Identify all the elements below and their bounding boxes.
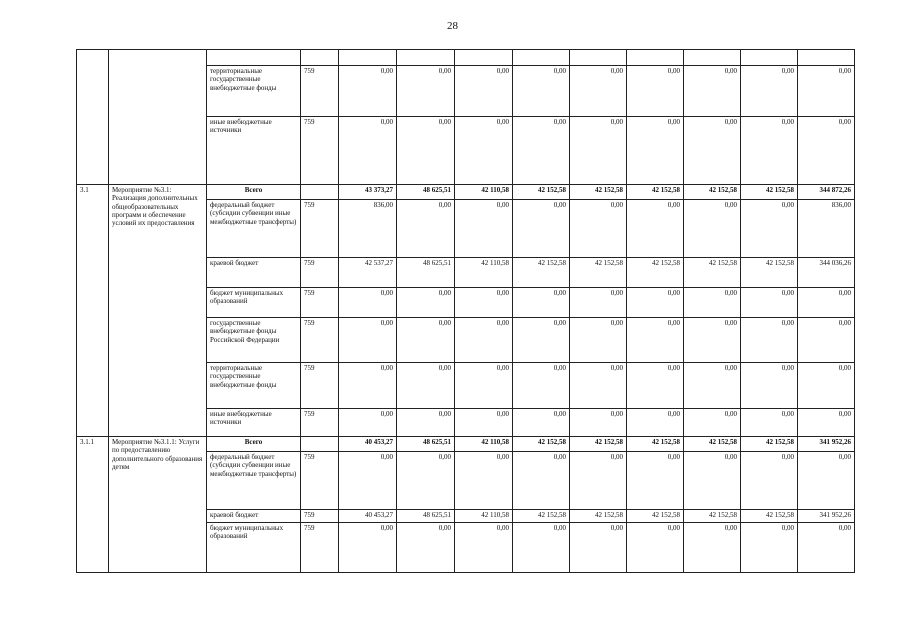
amount-cell: 0,00 bbox=[513, 66, 570, 117]
amount-cell: 42 110,58 bbox=[455, 510, 513, 523]
amount-cell: 0,00 bbox=[513, 363, 570, 409]
amount-cell: 0,00 bbox=[513, 117, 570, 185]
amount-cell: 42 152,58 bbox=[741, 510, 798, 523]
funding-source-cell: территориальные государственные внебюджетные фонды bbox=[207, 363, 301, 409]
amount-cell: 42 110,58 bbox=[455, 258, 513, 288]
activity-number-cell: 3.1.1 bbox=[77, 437, 109, 573]
amount-cell: 0,00 bbox=[397, 523, 455, 573]
amount-cell: 42 537,27 bbox=[339, 258, 397, 288]
amount-cell: 0,00 bbox=[627, 200, 684, 258]
amount-cell bbox=[513, 50, 570, 66]
activity-number-cell bbox=[77, 50, 109, 185]
amount-cell: 0,00 bbox=[339, 117, 397, 185]
amount-cell: 0,00 bbox=[570, 117, 627, 185]
activity-name-cell: Мероприятие №3.1.1: Услуги по предоставлению дополнительного образования детям bbox=[109, 437, 207, 573]
amount-cell: 0,00 bbox=[455, 409, 513, 437]
code-cell: 759 bbox=[301, 510, 339, 523]
amount-cell: 0,00 bbox=[741, 363, 798, 409]
amount-cell: 0,00 bbox=[570, 452, 627, 510]
amount-cell: 0,00 bbox=[741, 66, 798, 117]
amount-cell: 42 152,58 bbox=[627, 185, 684, 200]
amount-cell: 0,00 bbox=[627, 117, 684, 185]
amount-cell: 0,00 bbox=[627, 409, 684, 437]
table-row bbox=[77, 50, 855, 66]
amount-cell: 0,00 bbox=[397, 117, 455, 185]
amount-cell: 0,00 bbox=[627, 452, 684, 510]
amount-cell: 0,00 bbox=[684, 363, 741, 409]
amount-cell: 42 152,58 bbox=[513, 510, 570, 523]
amount-cell: 0,00 bbox=[339, 409, 397, 437]
amount-cell: 836,00 bbox=[798, 200, 855, 258]
amount-cell: 0,00 bbox=[741, 409, 798, 437]
amount-cell: 0,00 bbox=[455, 117, 513, 185]
amount-cell: 42 152,58 bbox=[513, 258, 570, 288]
amount-cell: 0,00 bbox=[397, 288, 455, 318]
amount-cell: 0,00 bbox=[684, 523, 741, 573]
amount-cell: 42 152,58 bbox=[513, 185, 570, 200]
code-cell: 759 bbox=[301, 66, 339, 117]
funding-source-cell: федеральный бюджет (субсидии субвенции иные межбюджетные трансферты) bbox=[207, 200, 301, 258]
amount-cell: 42 152,58 bbox=[684, 185, 741, 200]
amount-cell: 42 152,58 bbox=[741, 258, 798, 288]
amount-cell: 42 152,58 bbox=[684, 258, 741, 288]
amount-cell: 40 453,27 bbox=[339, 510, 397, 523]
amount-cell: 0,00 bbox=[684, 288, 741, 318]
activity-name-cell: Мероприятие №3.1: Реализация дополнительных общеобразовательных программ и обеспечение условий их предоставления bbox=[109, 185, 207, 437]
amount-cell: 42 152,58 bbox=[627, 437, 684, 452]
amount-cell: 0,00 bbox=[741, 318, 798, 363]
amount-cell: 0,00 bbox=[339, 363, 397, 409]
amount-cell: 0,00 bbox=[397, 452, 455, 510]
amount-cell: 0,00 bbox=[339, 318, 397, 363]
funding-source-cell: бюджет муниципальных образований bbox=[207, 523, 301, 573]
amount-cell: 42 152,58 bbox=[570, 258, 627, 288]
amount-cell: 40 453,27 bbox=[339, 437, 397, 452]
amount-cell: 0,00 bbox=[798, 523, 855, 573]
amount-cell: 0,00 bbox=[570, 363, 627, 409]
amount-cell: 48 625,51 bbox=[397, 510, 455, 523]
budget-table bbox=[76, 49, 855, 573]
amount-cell: 344 036,26 bbox=[798, 258, 855, 288]
amount-cell: 48 625,51 bbox=[397, 258, 455, 288]
amount-cell: 42 152,58 bbox=[741, 185, 798, 200]
amount-cell bbox=[741, 50, 798, 66]
amount-cell: 0,00 bbox=[455, 452, 513, 510]
amount-cell: 42 152,58 bbox=[570, 510, 627, 523]
amount-cell: 42 152,58 bbox=[570, 185, 627, 200]
amount-cell bbox=[339, 50, 397, 66]
amount-cell: 0,00 bbox=[570, 318, 627, 363]
amount-cell: 0,00 bbox=[339, 452, 397, 510]
amount-cell: 48 625,51 bbox=[397, 185, 455, 200]
amount-cell: 0,00 bbox=[397, 200, 455, 258]
amount-cell: 0,00 bbox=[627, 288, 684, 318]
amount-cell: 0,00 bbox=[513, 288, 570, 318]
amount-cell: 0,00 bbox=[570, 66, 627, 117]
table-row bbox=[77, 185, 855, 200]
amount-cell: 0,00 bbox=[513, 452, 570, 510]
amount-cell: 0,00 bbox=[455, 318, 513, 363]
amount-cell: 341 952,26 bbox=[798, 437, 855, 452]
funding-source-cell: государственные внебюджетные фонды Российской Федерации bbox=[207, 318, 301, 363]
funding-source-cell bbox=[207, 50, 301, 66]
amount-cell: 42 152,58 bbox=[513, 437, 570, 452]
amount-cell: 0,00 bbox=[570, 200, 627, 258]
funding-source-cell: краевой бюджет bbox=[207, 510, 301, 523]
funding-source-cell: краевой бюджет bbox=[207, 258, 301, 288]
amount-cell: 0,00 bbox=[741, 452, 798, 510]
amount-cell: 42 152,58 bbox=[741, 437, 798, 452]
amount-cell: 42 110,58 bbox=[455, 185, 513, 200]
page-number: 28 bbox=[447, 20, 458, 32]
amount-cell: 42 110,58 bbox=[455, 437, 513, 452]
code-cell: 759 bbox=[301, 452, 339, 510]
amount-cell: 0,00 bbox=[684, 452, 741, 510]
amount-cell: 0,00 bbox=[513, 318, 570, 363]
amount-cell: 0,00 bbox=[741, 288, 798, 318]
amount-cell: 0,00 bbox=[627, 363, 684, 409]
amount-cell: 0,00 bbox=[741, 523, 798, 573]
amount-cell: 0,00 bbox=[627, 318, 684, 363]
amount-cell: 0,00 bbox=[684, 117, 741, 185]
amount-cell: 42 152,58 bbox=[684, 437, 741, 452]
amount-cell: 0,00 bbox=[455, 66, 513, 117]
amount-cell: 48 625,51 bbox=[397, 437, 455, 452]
code-cell: 759 bbox=[301, 200, 339, 258]
funding-source-cell: территориальные государственные внебюджетные фонды bbox=[207, 66, 301, 117]
code-cell: 759 bbox=[301, 523, 339, 573]
amount-cell: 0,00 bbox=[513, 523, 570, 573]
amount-cell: 0,00 bbox=[455, 200, 513, 258]
amount-cell: 0,00 bbox=[684, 66, 741, 117]
activity-number-cell: 3.1 bbox=[77, 185, 109, 437]
amount-cell: 341 952,26 bbox=[798, 510, 855, 523]
amount-cell: 0,00 bbox=[339, 288, 397, 318]
funding-source-cell: Всего bbox=[207, 185, 301, 200]
code-cell: 759 bbox=[301, 117, 339, 185]
amount-cell bbox=[397, 50, 455, 66]
amount-cell: 0,00 bbox=[397, 318, 455, 363]
code-cell: 759 bbox=[301, 288, 339, 318]
code-cell bbox=[301, 50, 339, 66]
amount-cell: 0,00 bbox=[397, 409, 455, 437]
amount-cell: 0,00 bbox=[339, 66, 397, 117]
amount-cell: 0,00 bbox=[627, 66, 684, 117]
amount-cell: 0,00 bbox=[741, 117, 798, 185]
amount-cell bbox=[627, 50, 684, 66]
code-cell: 759 bbox=[301, 363, 339, 409]
amount-cell: 0,00 bbox=[798, 318, 855, 363]
amount-cell: 0,00 bbox=[798, 363, 855, 409]
amount-cell: 0,00 bbox=[397, 363, 455, 409]
amount-cell: 42 152,58 bbox=[627, 510, 684, 523]
funding-source-cell: федеральный бюджет (субсидии субвенции иные межбюджетные трансферты) bbox=[207, 452, 301, 510]
table-row bbox=[77, 437, 855, 452]
amount-cell: 0,00 bbox=[684, 409, 741, 437]
amount-cell: 0,00 bbox=[339, 523, 397, 573]
funding-source-cell: Всего bbox=[207, 437, 301, 452]
amount-cell: 344 872,26 bbox=[798, 185, 855, 200]
amount-cell: 42 152,58 bbox=[684, 510, 741, 523]
amount-cell: 0,00 bbox=[570, 409, 627, 437]
amount-cell: 0,00 bbox=[741, 200, 798, 258]
amount-cell: 42 152,58 bbox=[627, 258, 684, 288]
amount-cell bbox=[570, 50, 627, 66]
amount-cell bbox=[684, 50, 741, 66]
amount-cell: 0,00 bbox=[798, 288, 855, 318]
amount-cell: 0,00 bbox=[798, 117, 855, 185]
amount-cell: 0,00 bbox=[684, 318, 741, 363]
amount-cell: 43 373,27 bbox=[339, 185, 397, 200]
amount-cell: 0,00 bbox=[455, 288, 513, 318]
activity-name-cell bbox=[109, 50, 207, 185]
amount-cell: 0,00 bbox=[455, 523, 513, 573]
amount-cell: 0,00 bbox=[513, 409, 570, 437]
code-cell: 759 bbox=[301, 258, 339, 288]
amount-cell: 0,00 bbox=[570, 523, 627, 573]
funding-source-cell: иные внебюджетные источники bbox=[207, 117, 301, 185]
code-cell: 759 bbox=[301, 409, 339, 437]
amount-cell bbox=[798, 50, 855, 66]
amount-cell: 0,00 bbox=[455, 363, 513, 409]
code-cell bbox=[301, 437, 339, 452]
funding-source-cell: бюджет муниципальных образований bbox=[207, 288, 301, 318]
amount-cell: 0,00 bbox=[397, 66, 455, 117]
amount-cell: 0,00 bbox=[684, 200, 741, 258]
code-cell bbox=[301, 185, 339, 200]
amount-cell: 0,00 bbox=[627, 523, 684, 573]
amount-cell: 0,00 bbox=[798, 452, 855, 510]
code-cell: 759 bbox=[301, 318, 339, 363]
funding-source-cell: иные внебюджетные источники bbox=[207, 409, 301, 437]
amount-cell: 0,00 bbox=[798, 409, 855, 437]
amount-cell bbox=[455, 50, 513, 66]
amount-cell: 0,00 bbox=[570, 288, 627, 318]
amount-cell: 0,00 bbox=[798, 66, 855, 117]
amount-cell: 0,00 bbox=[513, 200, 570, 258]
amount-cell: 836,00 bbox=[339, 200, 397, 258]
amount-cell: 42 152,58 bbox=[570, 437, 627, 452]
